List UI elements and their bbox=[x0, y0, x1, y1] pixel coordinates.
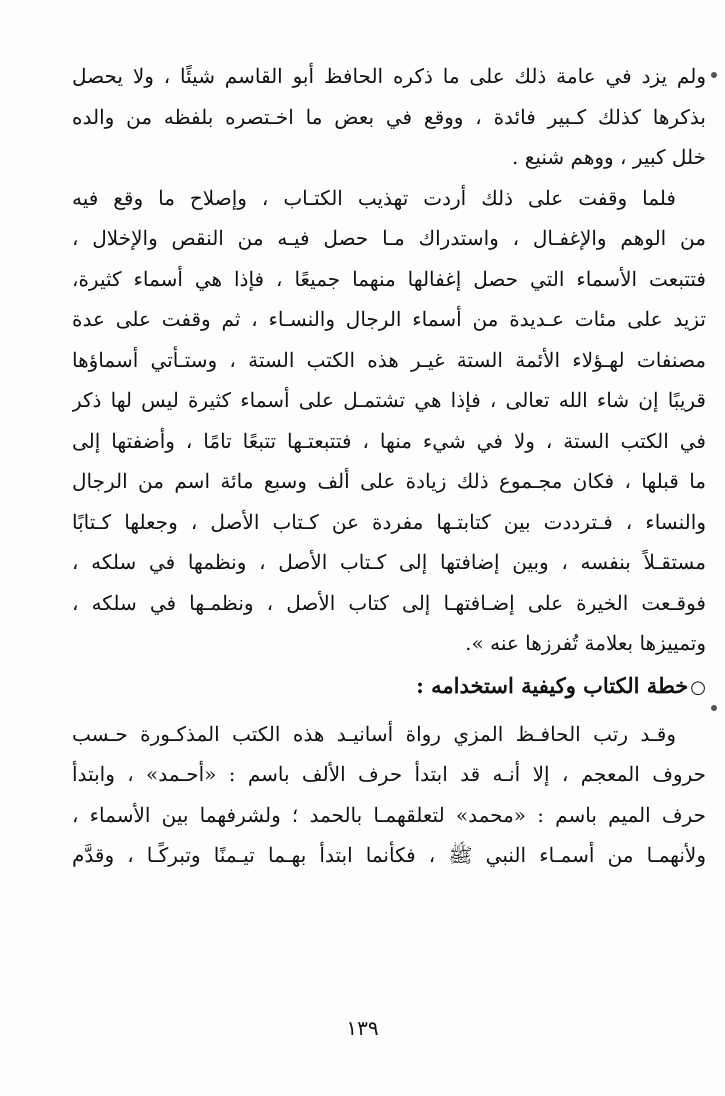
text-line: فتتبعت الأسماء التي حصل إغفالها منهما جميعًا ، فإذا هي أسماء كثيرة، bbox=[72, 266, 706, 291]
text-line: حرف الميم باسم : «محمد» لتعلقهمـا بالحمد ؛ ولشرفهما بين الأسماء ، bbox=[72, 802, 706, 827]
text-line: بذكرها كذلك كـبير فائدة ، ووقع في بعض ما اخـتصره بلفظه من والده bbox=[72, 104, 706, 129]
text-line: تزيد على مئات عـديدة من أسماء الرجال والنسـاء ، ثم وقفت على عدة bbox=[72, 307, 706, 331]
text-line: ولأنهمـا من أسمـاء النبي ﷺ ، فكأنما ابتدأ بهـما تيـمنًا وتبركًـا ، وقدَّم bbox=[72, 843, 706, 867]
paragraph-1 bbox=[72, 56, 706, 178]
text-line: خلل كبير ، ووهم شنيع . bbox=[511, 145, 706, 169]
circle-bullet-icon: ○ bbox=[690, 676, 706, 698]
margin-dot-mark bbox=[711, 705, 717, 711]
text-line: في الكتب الستة ، ولا في شيء منها ، فتتبعتـها تتبعًا تامًا ، وأضفتها إلى bbox=[72, 428, 706, 453]
section-heading-title: خطة الكتاب وكيفية استخدامه : bbox=[416, 672, 689, 698]
paragraph-3 bbox=[72, 714, 706, 876]
text-line: حروف المعجم ، إلا أنـه قد ابتدأ حرف الألف باسم : «أحـمد» ، وابتدأ bbox=[72, 762, 706, 786]
margin-dot-mark bbox=[711, 72, 717, 78]
text-line: والنساء ، فـترددت بين كتابتـها مفردة عن كـتاب الأصل ، وجعلها كـتابًا bbox=[72, 509, 706, 534]
text-line: وتمييزها بعلامة تُفرزها عنه ». bbox=[465, 631, 706, 655]
text-line: وقـد رتب الحافـظ المزي رواة أسانيـد هذه الكتب المذكـورة حـسب bbox=[72, 721, 676, 746]
page-number: ١٣٩ bbox=[346, 1016, 379, 1040]
paragraph-2 bbox=[72, 178, 706, 664]
section-heading bbox=[72, 666, 706, 708]
text-line: فوقـعت الخيرة على إضـافتهـا إلى كتاب الأصل ، ونظمـها في سلكه ، bbox=[72, 590, 706, 615]
text-line: فلما وقفت على ذلك أردت تهذيب الكتـاب ، وإصلاح ما وقع فيه bbox=[72, 185, 676, 210]
text-line: من الوهم والإغفـال ، واستدراك مـا حصل فيـه من النقص والإخلال ، bbox=[72, 226, 706, 250]
text-line: قريبًا إن شاء الله تعالى ، فإذا هي تشتمـل على أسماء كثيرة ليس لها ذكر bbox=[72, 388, 706, 412]
text-line: مستقـلاً بنفسه ، وبين إضافتها إلى كـتاب الأصل ، ونظمها في سلكه ، bbox=[72, 550, 706, 574]
body-text bbox=[72, 56, 706, 876]
text-line: ما قبلها ، فكان مجـموع ذلك زيادة على ألف وسبع مائة اسم من الرجال bbox=[72, 469, 706, 493]
text-line: ولم يزد في عامة ذلك على ما ذكره الحافظ أبو القاسم شيئًا ، ولا يحصل bbox=[72, 64, 706, 88]
text-line: مصنفات لهـؤلاء الأئمة الستة غيـر هذه الكتب الستة ، وستـأتي أسماؤها bbox=[72, 347, 706, 372]
